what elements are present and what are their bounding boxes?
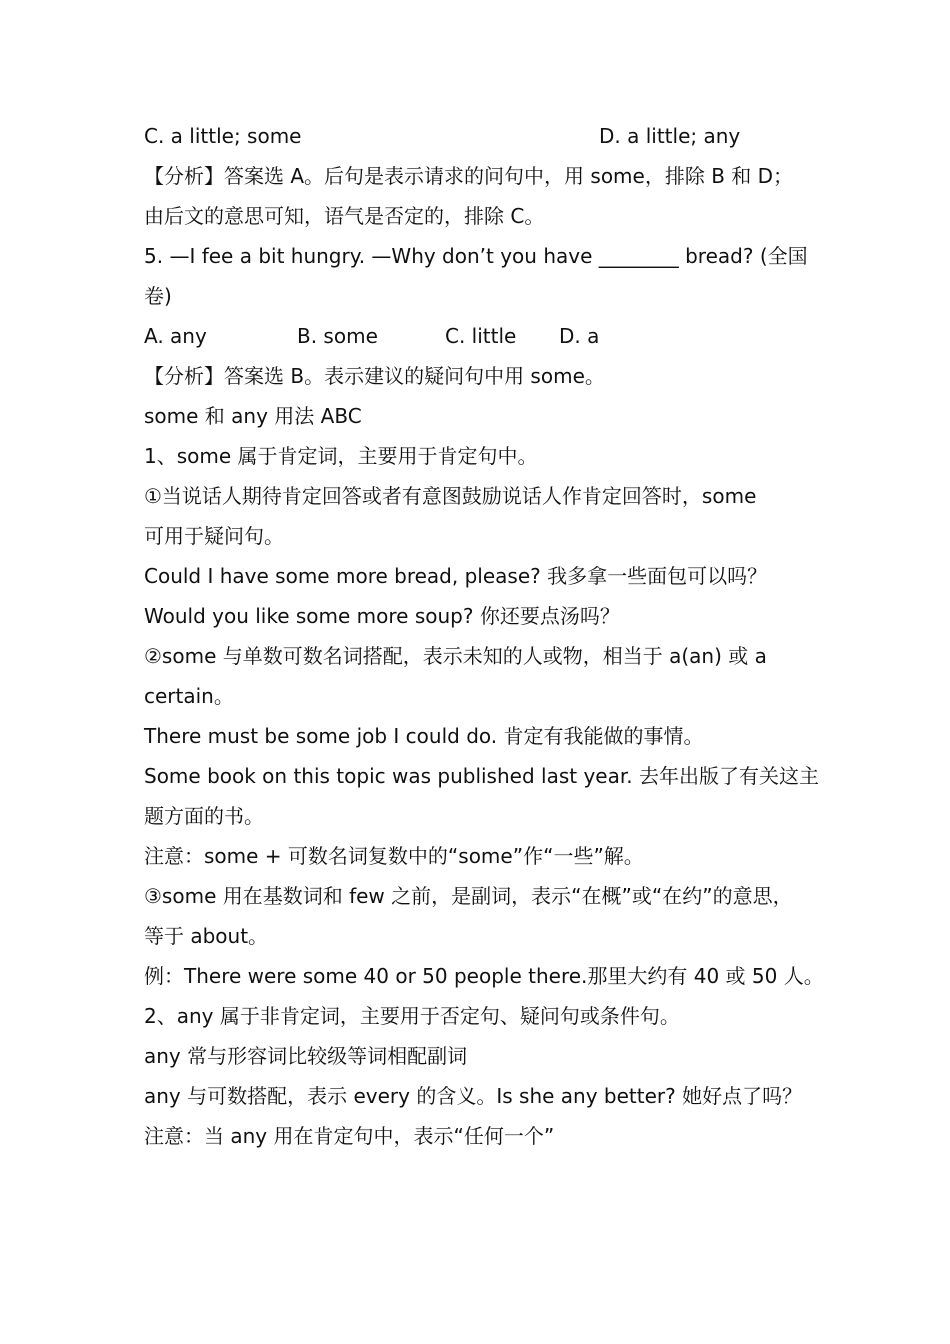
rule-1c-line-2: 等于 about。 [144,924,269,948]
example-sentence-line-2: 题方面的书。 [144,804,264,828]
rule-2-line: any 常与形容词比较级等词相配副词 [144,1044,468,1068]
q5-options-row [144,316,844,356]
rule-2-heading: 2、any 属于非肯定词，主要用于否定句、疑问句或条件句。 [144,1004,680,1028]
rule-1a-line-1: ①当说话人期待肯定回答或者有意图鼓励说话人作肯定回答时，some [144,484,757,508]
example-sentence: 例：There were some 40 or 50 people there.那里大约有 40 或 50 人。 [144,964,824,988]
rule-1b-line-2: certain。 [144,684,234,708]
note-line: 注意：当 any 用在肯定句中，表示“任何一个” [144,1124,555,1148]
rule-1-heading: 1、some 属于肯定词，主要用于肯定句中。 [144,444,538,468]
rule-1c-line-1: ③some 用在基数词和 few 之前，是副词，表示“在概”或“在约”的意思， [144,884,793,908]
option-d: D. a little; any [599,124,741,148]
q4-options-row [144,116,844,156]
document-body [144,116,844,1156]
rule-2-example: any 与可数搭配，表示 every 的含义。Is she any better? 她好点了吗？ [144,1084,803,1108]
example-sentence: There must be some job I could do. 肯定有我能做的事情。 [144,724,704,748]
option-c: C. little [445,324,517,348]
rule-1b-line-1: ②some 与单数可数名词搭配，表示未知的人或物，相当于 a(an) 或 a [144,644,767,668]
option-d: D. a [559,324,600,348]
question-5-line-2: 卷) [144,284,172,308]
analysis-q4-line-1: 【分析】答案选 A。后句是表示请求的问句中，用 some，排除 B 和 D； [144,164,794,188]
analysis-q5: 【分析】答案选 B。表示建议的疑问句中用 some。 [144,364,605,388]
option-c: C. a little; some [144,124,302,148]
example-sentence-line-1: Some book on this topic was published last year. 去年出版了有关这主 [144,764,819,788]
example-sentence: Could I have some more bread, please? 我多拿一些面包可以吗？ [144,564,768,588]
analysis-q4-line-2: 由后文的意思可知，语气是否定的，排除 C。 [144,204,545,228]
note-line: 注意：some + 可数名词复数中的“some”作“一些”解。 [144,844,644,868]
option-a: A. any [144,324,207,348]
option-b: B. some [297,324,378,348]
rule-1a-line-2: 可用于疑问句。 [144,524,284,548]
example-sentence: Would you like some more soup? 你还要点汤吗？ [144,604,620,628]
question-5-line-1: 5. —I fee a bit hungry. —Why don’t you have ________ bread? (全国 [144,244,808,268]
section-heading: some 和 any 用法 ABC [144,404,362,428]
